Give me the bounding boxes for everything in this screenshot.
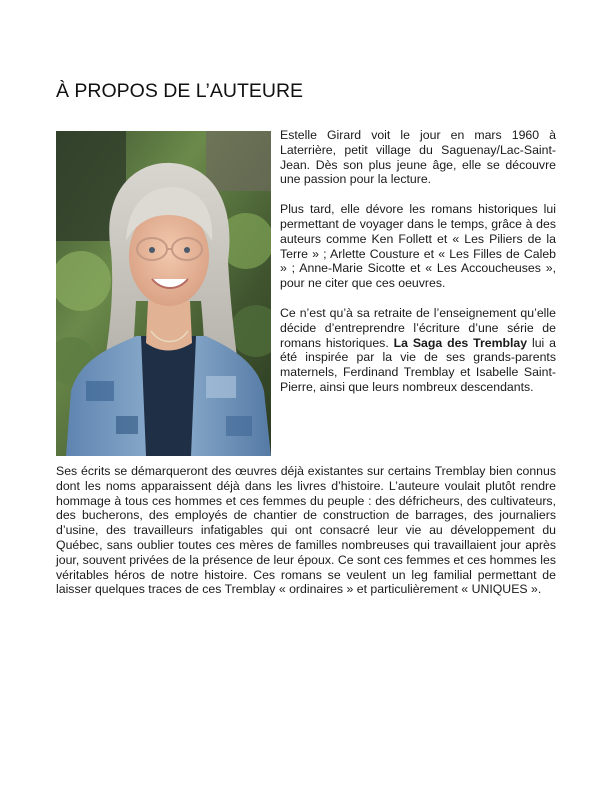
saga-text-before: Ce n’est qu’à sa retraite de l’enseignement qu’elle décide d’entreprendre l’écriture d’une série de romans historiques. xyxy=(280,305,556,350)
author-photo xyxy=(56,131,271,456)
side-text-column xyxy=(280,128,556,395)
paragraph-intro: Estelle Girard voit le jour en mars 1960 à Laterrière, petit village du Saguenay/Lac-Saint-Jean. Dès son plus jeune âge, elle se découvre une passion pour la lecture. xyxy=(280,128,556,187)
bottom-text-block xyxy=(56,464,556,597)
paragraph-saga xyxy=(280,306,556,395)
paragraph-tribute: Ses écrits se démarqueront des œuvres déjà existantes sur certains Tremblay bien connus dont les noms apparaissent déjà dans les livres d’histoire. L’auteure voulait plutôt rendre hommage à tous ces hommes et ces femmes du peuple : des défricheurs, des cultivateurs, des bucherons, des employés de chantier de construction de barrages, des journaliers d’usine, des travailleurs infatigables qui ont consacré leur vie au développement du Québec, sans oublier toutes ces mères de familles nombreuses qui travaillaient jour après jour, souvent privées de la présence de leur époux. Ce sont ces femmes et ces hommes les véritables héros de notre histoire. Ces romans se veulent un leg familial permettant de laisser quelques traces de ces Tremblay « ordinaires » et particulièrement « UNIQUES ». xyxy=(56,464,556,597)
paragraph-reading: Plus tard, elle dévore les romans historiques lui permettant de voyager dans le temps, grâce à des auteurs comme Ken Follett et « Les Piliers de la Terre » ; Arlette Cousture et « Les Filles de Caleb » ; Anne-Marie Sicotte et « Les Accoucheuses », pour ne citer que ces oeuvres. xyxy=(280,202,556,291)
saga-text-after: lui a été inspirée par la vie de ses grands-parents maternels, Ferdinand Tremblay et Isabelle Saint-Pierre, ainsi que leurs nombreux descendants. xyxy=(280,335,556,394)
page-title: À PROPOS DE L’AUTEURE xyxy=(56,80,304,102)
saga-title: La Saga des Tremblay xyxy=(393,335,528,350)
